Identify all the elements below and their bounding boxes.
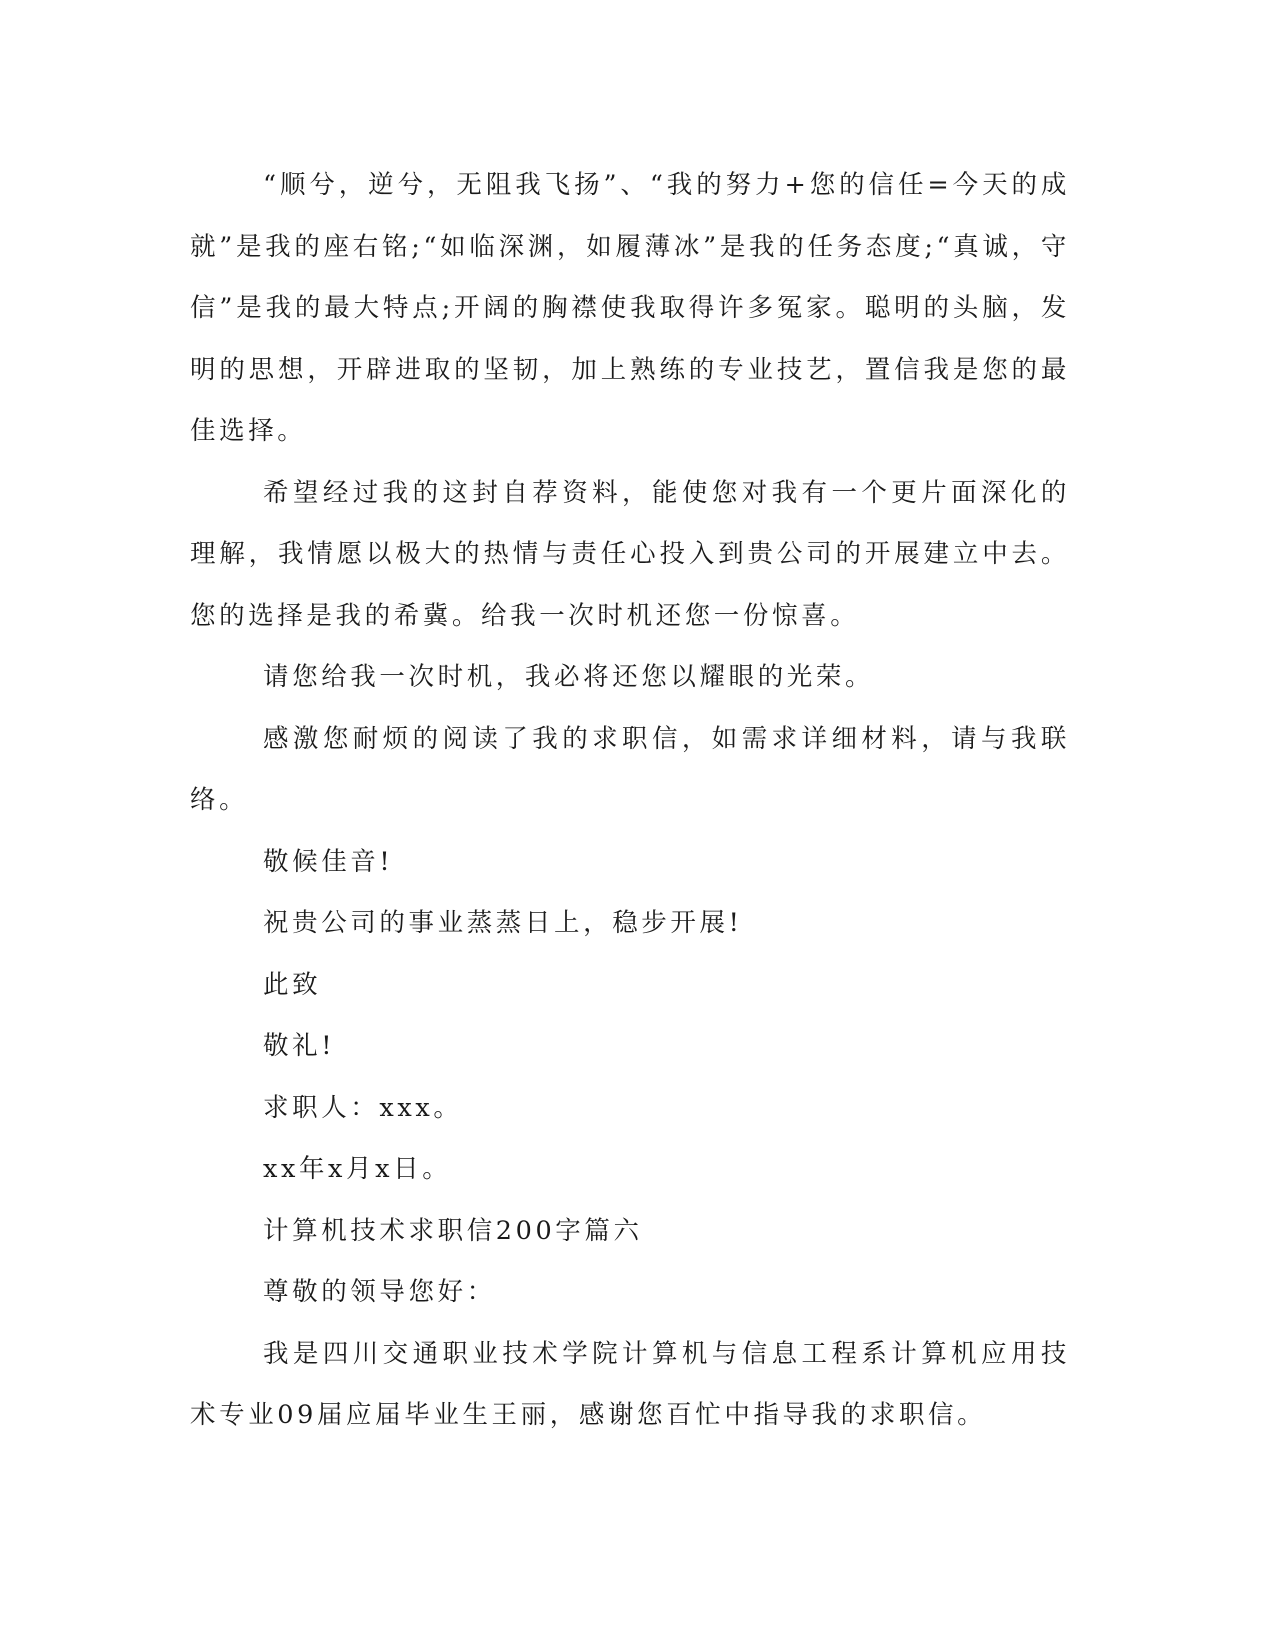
closing-salutation: 此致 xyxy=(263,969,322,1000)
paragraph-introduction: 我是四川交通职业技术学院计算机与信息工程系计算机应用技术专业09届应届毕业生王丽，感谢您百忙中指导我的求职信。 xyxy=(190,1338,1070,1430)
greeting: 尊敬的领导您好： xyxy=(263,1277,496,1307)
paragraph-motto: “顺兮，逆兮，无阻我飞扬”、“我的努力+您的信任=今天的成就”是我的座右铭;“如临深渊，如履薄冰”是我的任务态度;“真诚，守信”是我的最大特点;开阔的胸襟使我取得许多冤家。聪明的头脑，发明的思想，开辟进取的坚韧，加上熟练的专业技艺，置信我是您的最佳选择。 xyxy=(190,170,1070,446)
paragraph-hope: 希望经过我的这封自荐资料，能使您对我有一个更片面深化的理解，我情愿以极大的热情与责任心投入到贵公司的开展建立中去。您的选择是我的希冀。给我一次时机还您一份惊喜。 xyxy=(190,477,1070,631)
letter-body xyxy=(190,155,1070,1447)
letter-date: xx年x月x日。 xyxy=(263,1154,452,1184)
paragraph-thanks: 感激您耐烦的阅读了我的求职信，如需求详细材料，请与我联络。 xyxy=(190,723,1070,815)
section-heading: 计算机技术求职信200字篇六 xyxy=(263,1215,643,1246)
paragraph-await-reply: 敬候佳音! xyxy=(263,846,394,877)
paragraph-request: 请您给我一次时机，我必将还您以耀眼的光荣。 xyxy=(263,662,875,692)
closing-regards: 敬礼! xyxy=(263,1031,336,1061)
applicant-signature: 求职人：xxx。 xyxy=(263,1092,463,1123)
paragraph-wishes: 祝贵公司的事业蒸蒸日上，稳步开展! xyxy=(263,908,743,938)
